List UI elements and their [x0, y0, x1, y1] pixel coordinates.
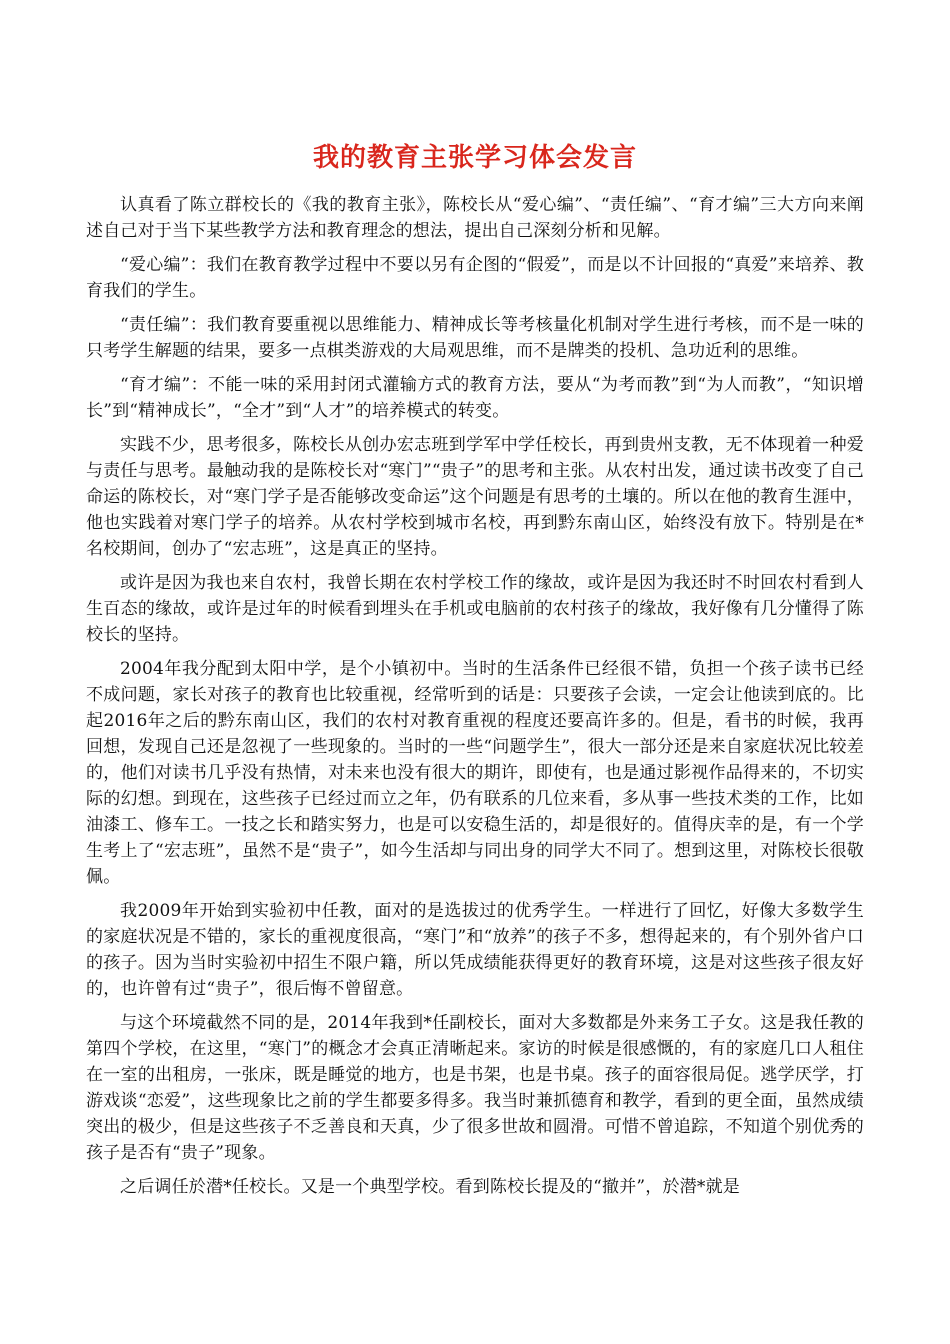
document-title: 我的教育主张学习体会发言 [312, 143, 637, 173]
paragraph: 实践不少，思考很多，陈校长从创办宏志班到学军中学任校长，再到贵州支教，无不体现着一种爱与责任与思考。最触动我的是陈校长对“寒门”“贵子”的思考和主张。从农村出发，通过读书改变了自己命运的陈校长，对“寒门学子是否能够改变命运”这个问题是有思考的土壤的。所以在他的教育生涯中，他也实践着对寒门学子的培养。从农村学校到城市名校，再到黔东南山区，始终没有放下。特别是在*名校期间，创办了“宏志班”，这是真正的坚持。 [86, 435, 864, 559]
document-page [86, 138, 864, 1208]
paragraph: “爱心编”：我们在教育教学过程中不要以另有企图的“假爱”，而是以不计回报的“真爱”来培养、教育我们的学生。 [86, 255, 864, 301]
paragraph: 或许是因为我也来自农村，我曾长期在农村学校工作的缘故，或许是因为我还时不时回农村看到人生百态的缘故，或许是过年的时候看到埋头在手机或电脑前的农村孩子的缘故，我好像有几分懂得了陈校长的坚持。 [86, 573, 864, 645]
paragraph: 与这个环境截然不同的是，2014年我到*任副校长，面对大多数都是外来务工子女。这是我任教的第四个学校，在这里，“寒门”的概念才会真正清晰起来。家访的时候是很感慨的，有的家庭几口人租住在一室的出租房，一张床，既是睡觉的地方，也是书架，也是书桌。孩子的面容很局促。逃学厌学，打游戏谈“恋爱”，这些现象比之前的学生都要多得多。我当时兼抓德育和教学，看到的更全面，虽然成绩突出的极少，但是这些孩子不乏善良和天真，少了很多世故和圆滑。可惜不曾追踪，不知道个别优秀的孩子是否有“贵子”现象。 [86, 1013, 864, 1163]
paragraph: 2004年我分配到太阳中学，是个小镇初中。当时的生活条件已经很不错，负担一个孩子读书已经不成问题，家长对孩子的教育也比较重视，经常听到的话是：只要孩子会读，一定会让他读到底的。比起2016年之后的黔东南山区，我们的农村对教育重视的程度还要高许多的。但是，看书的时候，我再回想，发现自己还是忽视了一些现象的。当时的一些“问题学生”，很大一部分还是来自家庭状况比较差的，他们对读书几乎没有热情，对未来也没有很大的期许，即使有，也是通过影视作品得来的，不切实际的幻想。到现在，这些孩子已经过而立之年，仍有联系的几位来看，多从事一些技术类的工作，比如油漆工、修车工。一技之长和踏实努力，也是可以安稳生活的，却是很好的。值得庆幸的是，有一个学生考上了“宏志班”，虽然不是“贵子”，如今生活却与同出身的同学大不同了。想到这里，对陈校长很敬佩。 [86, 659, 864, 887]
paragraph: “责任编”：我们教育要重视以思维能力、精神成长等考核量化机制对学生进行考核，而不是一味的只考学生解题的结果，要多一点棋类游戏的大局观思维，而不是牌类的投机、急功近利的思维。 [86, 315, 864, 361]
paragraph: “育才编”：不能一味的采用封闭式灌输方式的教育方法，要从“为考而教”到“为人而教”，“知识增长”到“精神成长”，“全才”到“人才”的培养模式的转变。 [86, 375, 864, 421]
paragraph: 之后调任於潜*任校长。又是一个典型学校。看到陈校长提及的“撤并”，於潜*就是 [120, 1177, 740, 1197]
paragraph: 我2009年开始到实验初中任教，面对的是选拔过的优秀学生。一样进行了回忆，好像大多数学生的家庭状况是不错的，家长的重视度很高，“寒门”和“放养”的孩子不多，想得起来的，有个别外省户口的孩子。因为当时实验初中招生不限户籍，所以凭成绩能获得更好的教育环境，这是对这些孩子很友好的，也许曾有过“贵子”，很后悔不曾留意。 [86, 901, 864, 999]
paragraph: 认真看了陈立群校长的《我的教育主张》，陈校长从“爱心编”、“责任编”、“育才编”三大方向来阐述自己对于当下某些教学方法和教育理念的想法，提出自己深刻分析和见解。 [86, 195, 864, 241]
